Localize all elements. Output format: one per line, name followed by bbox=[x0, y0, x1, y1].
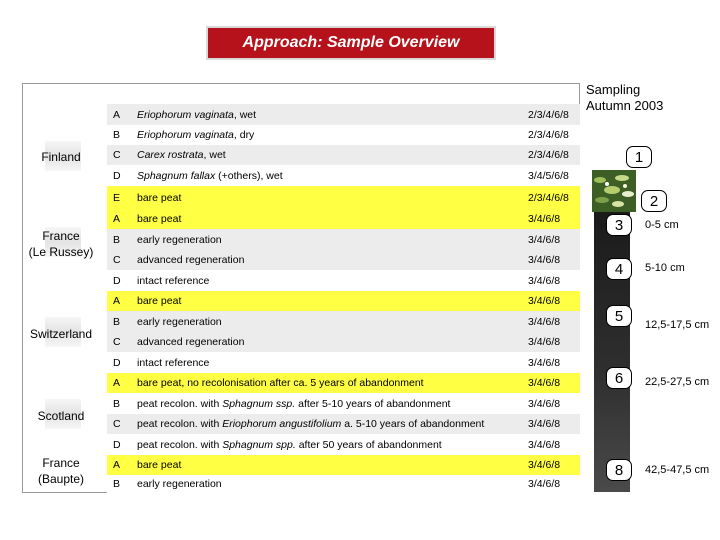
site-label-france-le-russey: France (Le Russey) bbox=[28, 229, 94, 259]
row-horizon: 3/4/6/8 bbox=[528, 397, 561, 410]
row-vegetation: advanced regeneration bbox=[137, 254, 245, 266]
table-row bbox=[107, 145, 580, 165]
row-horizon: 3/4/6/8 bbox=[528, 356, 561, 369]
site-label-france-baupte: France (Baupte) bbox=[37, 456, 85, 486]
row-letter: D bbox=[113, 274, 121, 287]
row-vegetation: early regeneration bbox=[137, 315, 222, 328]
row-letter: A bbox=[113, 295, 121, 307]
row-vegetation: intact reference bbox=[137, 356, 210, 369]
slide-title bbox=[206, 26, 496, 60]
row-vegetation: intact reference bbox=[137, 274, 210, 287]
table-row bbox=[107, 186, 580, 209]
row-horizon: 3/4/6/8 bbox=[528, 418, 561, 430]
site-cell-switzerland bbox=[23, 291, 107, 373]
table-row bbox=[107, 104, 580, 125]
row-vegetation: Eriophorum vaginata, dry bbox=[137, 129, 255, 141]
site-cell-france-baupte bbox=[23, 455, 107, 493]
row-letter: A bbox=[113, 108, 121, 121]
row-horizon: 3/4/6/8 bbox=[528, 274, 561, 287]
table-row bbox=[107, 373, 580, 393]
soil-profile-column bbox=[594, 208, 630, 492]
row-vegetation: bare peat, no recolonisation after ca. 5 years of abandonment bbox=[137, 377, 424, 389]
row-letter: B bbox=[113, 315, 121, 328]
table-row bbox=[107, 475, 580, 493]
horizon-depth-label: 22,5-27,5 cm bbox=[645, 376, 710, 388]
row-horizon: 2/3/4/6/8 bbox=[528, 129, 569, 141]
row-letter: B bbox=[113, 233, 121, 246]
row-vegetation: bare peat bbox=[137, 213, 182, 225]
horizon-depth-label: 0-5 cm bbox=[645, 219, 679, 231]
table-row bbox=[107, 250, 580, 270]
sampling-label: Sampling Autumn 2003 bbox=[586, 82, 664, 113]
horizon-badge: 3 bbox=[606, 214, 632, 236]
table-row bbox=[107, 414, 580, 434]
row-horizon: 3/4/6/8 bbox=[528, 336, 561, 348]
horizon-badge: 4 bbox=[606, 258, 632, 280]
row-vegetation: Sphagnum fallax (+others), wet bbox=[137, 169, 283, 182]
row-horizon: 3/4/6/8 bbox=[528, 459, 561, 471]
site-cell-france-le-russey bbox=[23, 209, 107, 291]
row-horizon: 3/4/6/8 bbox=[528, 478, 561, 490]
horizon-depth-label: 12,5-17,5 cm bbox=[645, 319, 710, 331]
row-letter: B bbox=[113, 129, 121, 141]
row-letter: C bbox=[113, 418, 121, 430]
row-horizon: 2/3/4/6/8 bbox=[528, 191, 569, 204]
site-cell-finland bbox=[23, 104, 107, 209]
table-row bbox=[107, 455, 580, 475]
row-letter: D bbox=[113, 438, 121, 451]
row-vegetation: Eriophorum vaginata, wet bbox=[137, 108, 257, 121]
row-horizon: 3/4/5/6/8 bbox=[528, 169, 569, 182]
row-vegetation: bare peat bbox=[137, 191, 182, 204]
row-letter: A bbox=[113, 213, 121, 225]
table-row bbox=[107, 434, 580, 455]
row-horizon: 3/4/6/8 bbox=[528, 377, 561, 389]
row-letter: C bbox=[113, 149, 121, 161]
row-vegetation: bare peat bbox=[137, 459, 182, 471]
site-label-scotland: Scotland bbox=[37, 409, 85, 423]
row-horizon: 3/4/6/8 bbox=[528, 295, 561, 307]
table-row bbox=[107, 291, 580, 311]
row-vegetation: peat recolon. with Sphagnum spp. after 50 years of abandonment bbox=[137, 438, 442, 451]
table-row bbox=[107, 229, 580, 250]
row-vegetation: Carex rostrata, wet bbox=[137, 149, 226, 161]
horizon-badge: 6 bbox=[606, 367, 632, 389]
table-row bbox=[107, 352, 580, 373]
table-row bbox=[107, 125, 580, 145]
table-row bbox=[107, 332, 580, 352]
row-vegetation: peat recolon. with Sphagnum ssp. after 5-10 years of abandonment bbox=[137, 397, 451, 410]
row-letter: A bbox=[113, 377, 121, 389]
vegetation-photo bbox=[592, 170, 636, 212]
row-horizon: 2/3/4/6/8 bbox=[528, 108, 569, 121]
site-cell-scotland bbox=[23, 373, 107, 455]
row-letter: C bbox=[113, 336, 121, 348]
horizon-badge: 1 bbox=[626, 146, 652, 168]
site-label-finland: Finland bbox=[41, 150, 81, 164]
horizon-badge: 5 bbox=[606, 305, 632, 327]
row-horizon: 3/4/6/8 bbox=[528, 254, 561, 266]
row-vegetation: peat recolon. with Eriophorum angustifolium a. 5-10 years of abandonment bbox=[137, 418, 485, 430]
row-letter: A bbox=[113, 459, 121, 471]
row-horizon: 3/4/6/8 bbox=[528, 315, 561, 328]
row-letter: B bbox=[113, 478, 121, 490]
row-horizon: 3/4/6/8 bbox=[528, 233, 561, 246]
row-vegetation: advanced regeneration bbox=[137, 336, 245, 348]
table-row bbox=[107, 165, 580, 186]
row-vegetation: early regeneration bbox=[137, 233, 222, 246]
row-letter: D bbox=[113, 356, 121, 369]
horizon-depth-label: 42,5-47,5 cm bbox=[645, 464, 710, 476]
row-horizon: 3/4/6/8 bbox=[528, 213, 561, 225]
row-horizon: 2/3/4/6/8 bbox=[528, 149, 569, 161]
table-row bbox=[107, 311, 580, 332]
row-letter: C bbox=[113, 254, 121, 266]
horizon-badge: 2 bbox=[641, 190, 667, 212]
horizon-badge: 8 bbox=[606, 459, 632, 481]
row-letter: B bbox=[113, 397, 121, 410]
row-vegetation: bare peat bbox=[137, 295, 182, 307]
site-label-switzerland: Switzerland bbox=[29, 327, 93, 341]
horizon-depth-label: 5-10 cm bbox=[645, 262, 685, 274]
table-row bbox=[107, 393, 580, 414]
row-letter: E bbox=[113, 191, 121, 204]
sample-table bbox=[22, 83, 580, 493]
slide-title-text: Approach: Sample Overview bbox=[242, 34, 460, 51]
row-horizon: 3/4/6/8 bbox=[528, 438, 561, 451]
table-row bbox=[107, 209, 580, 229]
row-vegetation: early regeneration bbox=[137, 478, 222, 490]
row-letter: D bbox=[113, 169, 121, 182]
table-row bbox=[107, 270, 580, 291]
